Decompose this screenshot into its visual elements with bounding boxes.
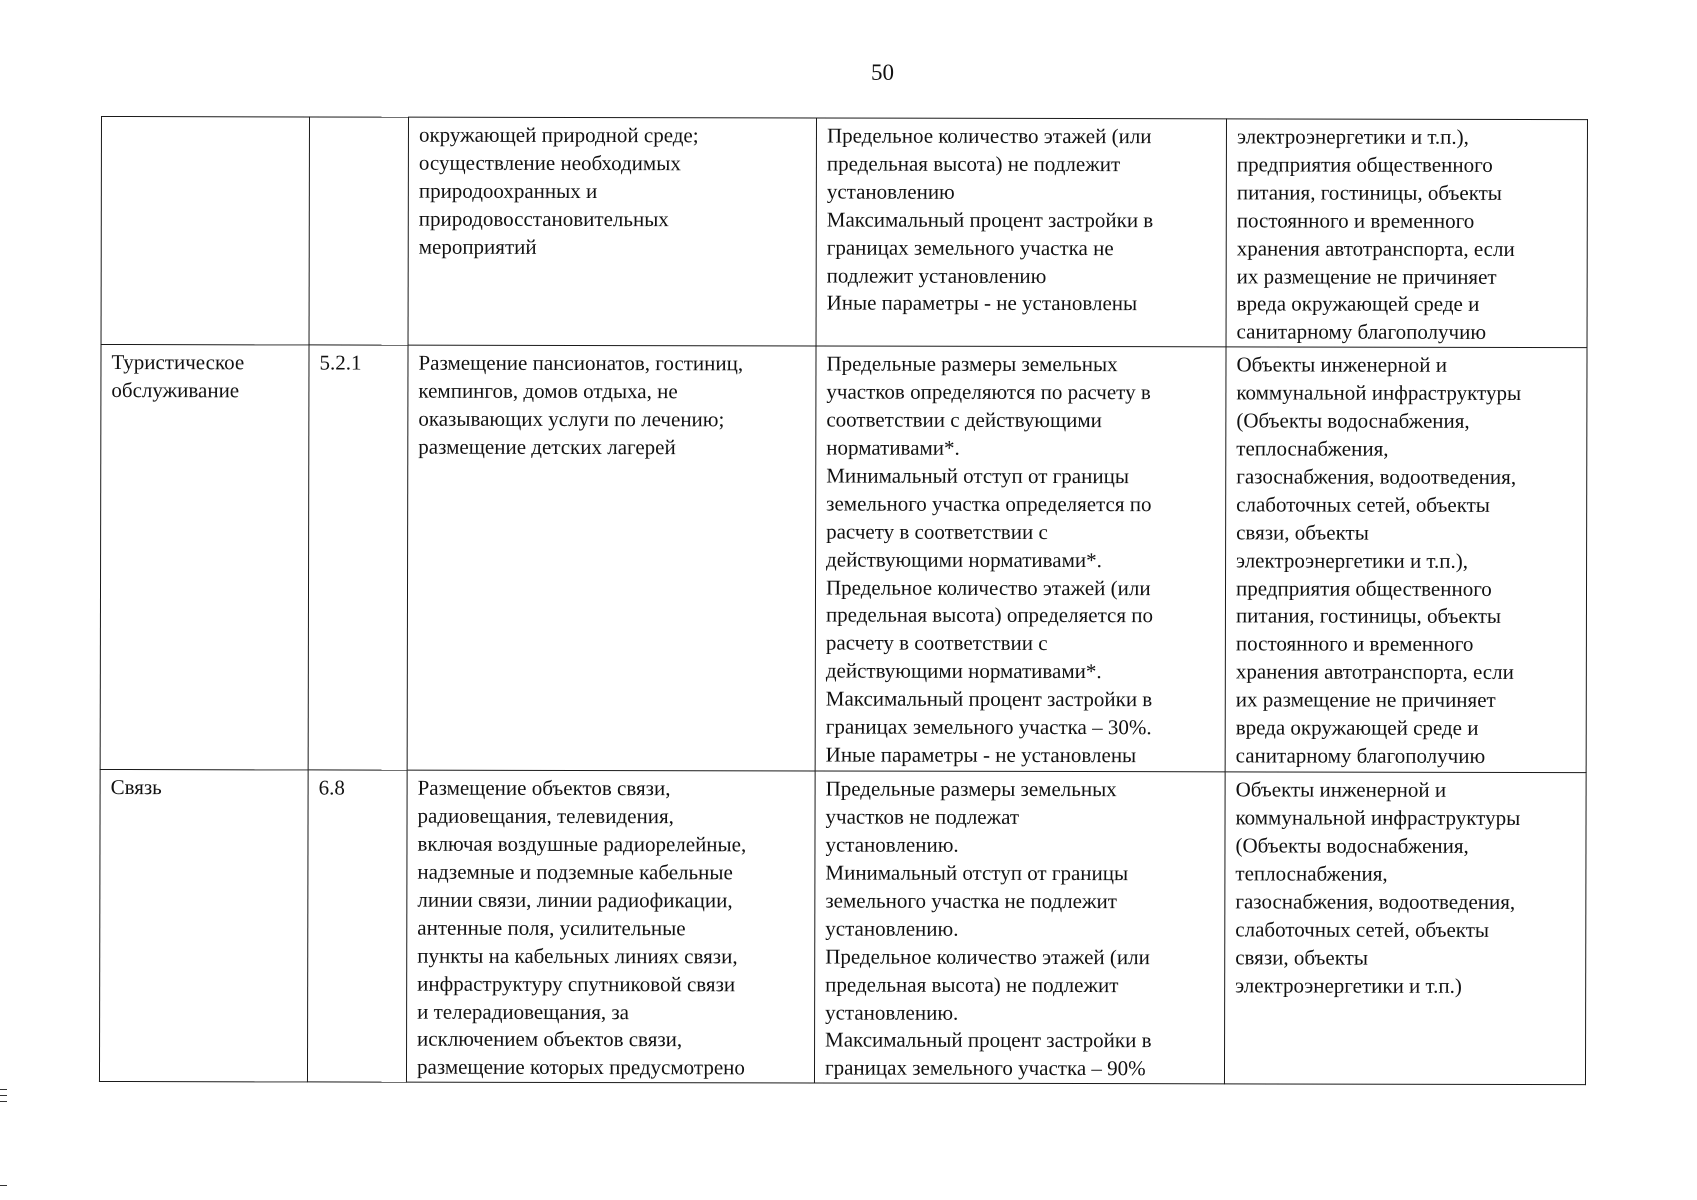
land-use-table (99, 116, 1588, 1085)
land-use-description-cell: Размещение пансионатов, гостиниц, кемпингов, домов отдыха, не оказывающих услуги по лечению; размещение детских лагерей (407, 345, 816, 771)
scan-margin-mark (0, 1185, 7, 1186)
land-use-code-cell: 5.2.1 (308, 345, 408, 770)
land-use-name-cell: Туристическое обслуживание (100, 345, 309, 770)
scan-margin-mark (0, 1089, 7, 1090)
land-use-name-cell (101, 117, 309, 346)
page-number: 50 (871, 60, 894, 85)
scan-margin-mark (0, 1101, 7, 1102)
auxiliary-uses-cell: электроэнергетики и т.п.), предприятия общественного питания, гостиницы, объекты постоянного и временного хранения автотранспорта, если их размещение не причиняет вреда окружающей среде и санитарному благополучию (1226, 119, 1587, 348)
table-row (99, 770, 1586, 1085)
scan-margin-mark (0, 1095, 7, 1096)
land-use-code-cell (309, 117, 408, 345)
land-use-description-cell: окружающей природной среде; осуществление необходимых природоохранных и природовосстановительных мероприятий (408, 117, 816, 346)
auxiliary-uses-cell: Объекты инженерной и коммунальной инфраструктуры (Объекты водоснабжения, теплоснабжения, газоснабжения, водоотведения, слаботочных сетей, объекты связи, объекты электроэнергетики и т.п.), предприятия общественного питания, гостиницы, объекты постоянного и временного хранения автотранспорта, если их размещение не причиняет вреда окружающей среде и санитарному благополучию (1225, 347, 1587, 773)
table-row (100, 345, 1587, 773)
parameters-cell: Предельные размеры земельных участков не подлежат установлению. Минимальный отступ от границы земельного участка не подлежит установлению. Предельное количество этажей (или предельная высота) не подлежит установлению. Максимальный процент застройки в границах земельного участка – 90% (814, 771, 1225, 1084)
land-use-name-cell: Связь (99, 770, 308, 1082)
auxiliary-uses-cell: Объекты инженерной и коммунальной инфраструктуры (Объекты водоснабжения, теплоснабжения, газоснабжения, водоотведения, слаботочных сетей, объекты связи, объекты электроэнергетики и т.п.) (1224, 772, 1586, 1085)
parameters-cell: Предельные размеры земельных участков определяются по расчету в соответствии с действующими нормативами*. Минимальный отступ от границы земельного участка определяется по расчету в соответствии с действующими нормативами*. Предельное количество этажей (или предельная высота) определяется по расчету в соответствии с действующими нормативами*. Максимальный процент застройки в границах земельного участка – 30%. Иные параметры - не установлены (815, 346, 1226, 772)
table-row (101, 117, 1587, 348)
land-use-code-cell: 6.8 (307, 770, 407, 1082)
land-use-description-cell: Размещение объектов связи, радиовещания, телевидения, включая воздушные радиорелейные, надземные и подземные кабельные линии связи, линии радиофикации, антенные поля, усилительные пункты на кабельных линиях связи, инфраструктуру спутниковой связи и телерадиовещания, за исключением объектов связи, размещение которых предусмотрено (406, 770, 815, 1083)
parameters-cell: Предельное количество этажей (или предельная высота) не подлежит установлению Максимальный процент застройки в границах земельного участка не подлежит установлению Иные параметры - не установлены (816, 118, 1226, 347)
